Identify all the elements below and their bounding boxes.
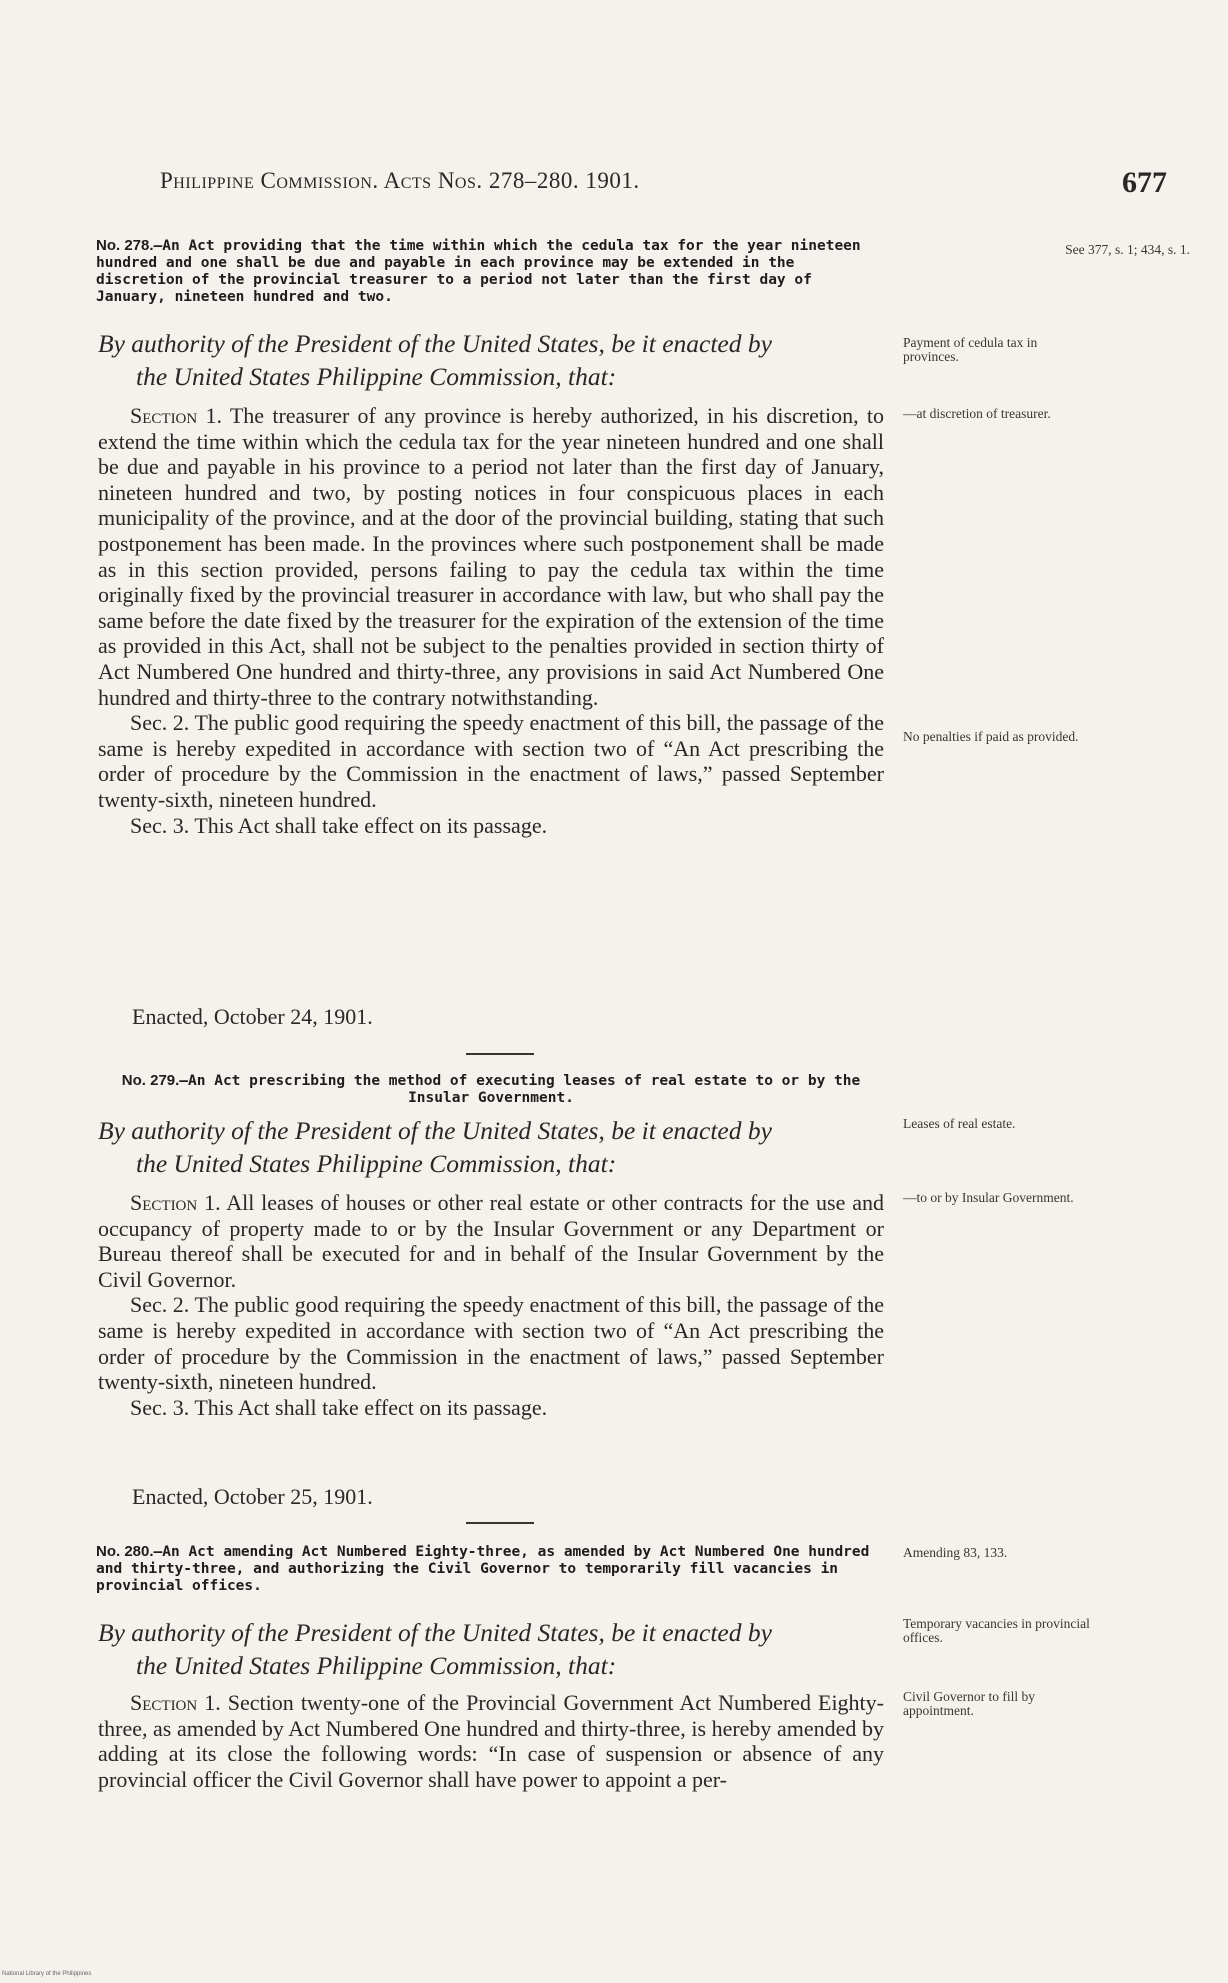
act-279-enacted-date: Enacted, October 25, 1901.: [132, 1484, 373, 1509]
act-279-section-1: Section 1. All leases of houses or other real estate or other contracts for the use and occupancy of property made to or by the Insular Government or any Department or Bureau thereof shall be executed for and in behalf of the Insular Government by the Civil Governor.: [98, 1190, 884, 1292]
scan-footer: National Library of the Philippines: [2, 1971, 92, 1977]
margin-note-amending: Amending 83, 133.: [903, 1545, 1008, 1560]
running-head: Philippine Commission. Acts Nos. 278–280. 1901.: [160, 168, 640, 193]
act-278-section-2: Sec. 2. The public good requiring the speedy enactment of this bill, the passage of the same is hereby expedited in accordance with section two of “An Act prescribing the order of procedure by the Commission in the enactment of laws,” passed September twenty-sixth, nineteen hundred.: [98, 710, 885, 812]
act-280-title: —An Act amending Act Numbered Eighty-three, as amended by Act Numbered One hundred and thirty-three, and authorizing the Civil Governor to temporarily fill vacancies in provincial offices.: [96, 1544, 870, 1594]
margin-note-civil-governor: Civil Governor to fill by appointment.: [903, 1689, 1035, 1718]
act-278-number: No. 278.: [96, 237, 154, 254]
act-279-title: —An Act prescribing the method of executing leases of real estate to or by the Insular Government.: [179, 1073, 861, 1106]
act-278-enacting-clause: [98, 327, 888, 393]
act-278-heading: [96, 237, 886, 306]
act-280-enacting-clause: [98, 1616, 888, 1682]
act-278-body: [98, 403, 884, 838]
act-279-body: [98, 1190, 884, 1420]
margin-note-penalties: No penalties if paid as provided.: [903, 729, 1079, 744]
act-278-enacted-date: Enacted, October 24, 1901.: [132, 1004, 373, 1029]
enacting-line-1: By authority of the President of the United States, be it enacted by: [98, 1618, 772, 1647]
section-divider: [466, 1053, 534, 1055]
enacting-line-2: the United States Philippine Commission, that:: [136, 1149, 617, 1178]
act-280-section-1: Section 1. Section twenty-one of the Provincial Government Act Numbered Eighty-three, as amended by Act Numbered One hundred and thirty-three, is hereby amended by adding at its close the following words: “In case of suspension or absence of any provincial officer the Civil Governor shall have power to appoint a per-: [98, 1690, 884, 1792]
act-280-body: [98, 1690, 884, 1792]
enacting-line-2: the United States Philippine Commission, that:: [136, 362, 617, 391]
act-278-section-1: Section 1. The treasurer of any province is hereby authorized, in his discretion, to extend the time within which the cedula tax for the year nineteen hundred and one shall be due and payable in his province to a period not later than the first day of January, nineteen hundred and two, by posting notices in four conspicuous places in each municipality of the province, and at the door of the provincial building, stating that such postponement has been made. In the provinces where such postponement shall be made as in this section provided, persons failing to pay the cedula tax within the time originally fixed by the provincial treasurer in accordance with law, but who shall pay the same before the date fixed by the treasurer for the expiration of the extension of the time as provided in this Act, shall not be subject to the penalties provided in section thirty of Act Numbered One hundred and thirty-three, any provisions in said Act Numbered One hundred and thirty-three to the contrary notwithstanding.: [98, 403, 884, 710]
act-279-section-3: Sec. 3. This Act shall take effect on its passage.: [130, 1394, 548, 1420]
act-280-heading: [96, 1543, 886, 1595]
margin-note-discretion: —at discretion of treasurer.: [903, 406, 1051, 421]
section-divider: [466, 1522, 534, 1524]
margin-note-see: See 377, s. 1; 434, s. 1.: [1065, 242, 1190, 257]
margin-note-payment: Payment of cedula tax in provinces.: [903, 335, 1038, 364]
enacting-line-1: By authority of the President of the United States, be it enacted by: [98, 1116, 772, 1145]
act-280-number: No. 280.: [96, 1543, 154, 1560]
page-number: 677: [1122, 166, 1167, 199]
act-278-title: —An Act providing that the time within which the cedula tax for the year nineteen hundred and one shall be due and payable in each province may be extended in the discretion of the provincial treasurer to a period not later than the first day of January, nineteen hundred and two.: [96, 238, 861, 305]
act-279-number: No. 279.: [121, 1072, 180, 1089]
act-279-section-2: Sec. 2. The public good requiring the speedy enactment of this bill, the passage of the same is hereby expedited in accordance with section two of “An Act prescribing the order of procedure by the Commission in the enactment of laws,” passed September twenty-sixth, nineteen hundred.: [98, 1292, 885, 1395]
act-278-section-3: Sec. 3. This Act shall take effect on its passage.: [130, 812, 548, 838]
act-279-heading: [96, 1072, 886, 1107]
margin-note-insular: —to or by Insular Government.: [903, 1190, 1074, 1205]
margin-note-vacancies: Temporary vacancies in provincial offices.: [903, 1616, 1090, 1645]
enacting-line-1: By authority of the President of the United States, be it enacted by: [98, 329, 772, 358]
enacting-line-2: the United States Philippine Commission, that:: [136, 1651, 617, 1680]
act-279-enacting-clause: [98, 1114, 888, 1180]
margin-note-leases: Leases of real estate.: [903, 1116, 1016, 1131]
